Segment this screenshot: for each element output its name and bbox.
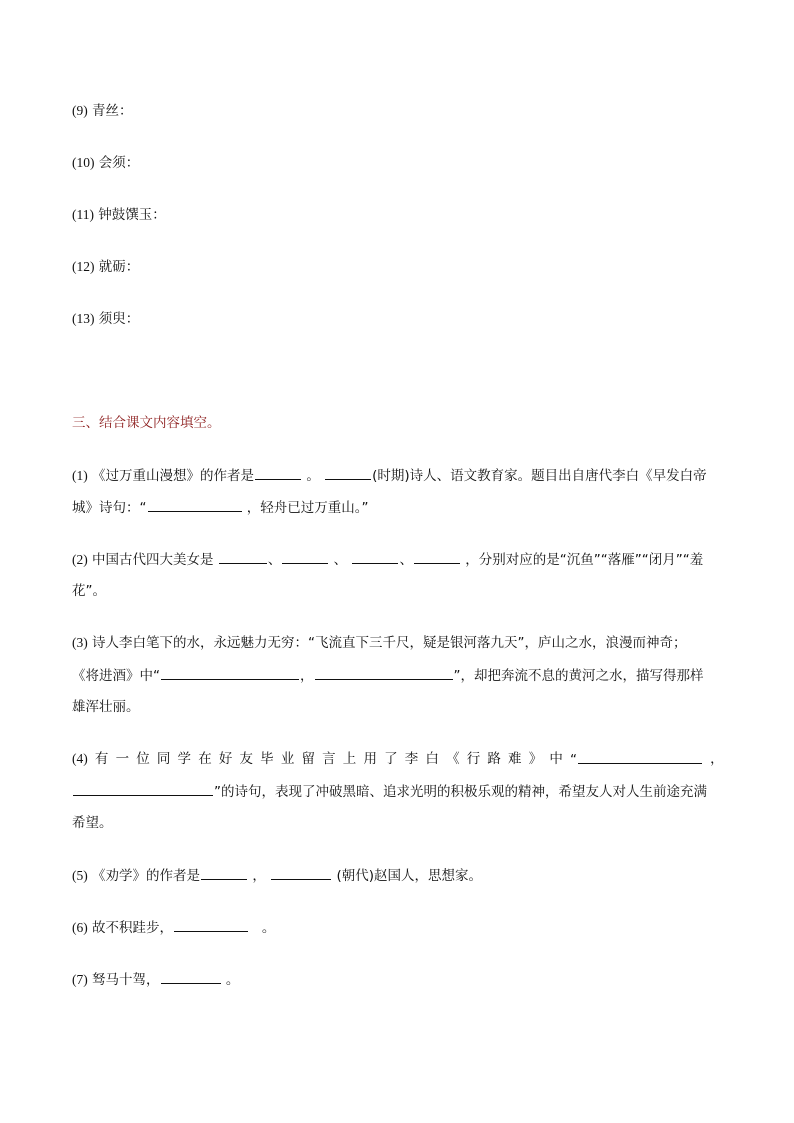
item-number: (6) bbox=[72, 920, 88, 935]
answer-blank[interactable] bbox=[315, 665, 453, 680]
answer-blank[interactable] bbox=[255, 465, 301, 480]
question-text: ”的诗句，表现了冲破黑暗、追求光明的积极乐观的精神，希望友人对人生前途充满 bbox=[214, 784, 707, 800]
separator: 、 bbox=[333, 552, 348, 568]
question-text: 。 bbox=[225, 972, 240, 988]
question-4-line-2 bbox=[72, 781, 707, 802]
question-char: 同 bbox=[156, 751, 171, 767]
question-text: (朝代)赵国人，思想家。 bbox=[336, 868, 482, 884]
question-1-line-1 bbox=[72, 465, 707, 486]
question-3-line-3 bbox=[72, 697, 140, 717]
question-2-line-2 bbox=[72, 581, 106, 601]
question-char: 在 bbox=[198, 751, 212, 767]
answer-blank[interactable] bbox=[219, 549, 267, 564]
answer-blank[interactable] bbox=[161, 969, 221, 984]
item-number: (5) bbox=[72, 868, 88, 883]
question-text: 。 bbox=[261, 920, 276, 936]
vocab-term: 钟鼓馔玉： bbox=[98, 207, 166, 223]
item-number: (9) bbox=[72, 103, 88, 118]
question-char: 好 bbox=[218, 751, 233, 767]
separator: ， bbox=[252, 868, 266, 884]
question-char: 《 bbox=[446, 751, 460, 767]
question-char: 路 bbox=[487, 751, 501, 767]
question-text: ”，却把奔流不息的黄河之水，描写得那样 bbox=[453, 668, 704, 684]
answer-blank[interactable] bbox=[271, 865, 331, 880]
question-text: ，分别对应的是“沉鱼”“落雁”“闭月”“羞 bbox=[465, 552, 704, 568]
item-number: (12) bbox=[72, 259, 95, 274]
answer-blank[interactable] bbox=[578, 749, 702, 764]
question-text: 雄浑壮丽。 bbox=[72, 699, 140, 715]
question-text: 故不积跬步， bbox=[92, 920, 174, 936]
question-4-line-3 bbox=[72, 813, 113, 833]
vocab-item-9 bbox=[72, 101, 133, 121]
question-text: 中国古代四大美女是 bbox=[92, 552, 214, 568]
question-char: 》 bbox=[528, 751, 543, 767]
separator: 、 bbox=[399, 552, 413, 568]
question-text: 诗人李白笔下的水，永远魅力无穷：“飞流直下三千尺，疑是银河落九天”，庐山之水，浪漫而神奇； bbox=[92, 635, 687, 651]
section-title: 三、结合课文内容填空。 bbox=[72, 415, 221, 431]
question-text: ，轻舟已过万重山。” bbox=[246, 500, 369, 516]
question-2-line-1 bbox=[72, 549, 703, 570]
question-4-line-1 bbox=[72, 749, 724, 770]
vocab-item-10 bbox=[72, 153, 139, 173]
question-char: “ bbox=[570, 752, 577, 768]
question-7 bbox=[72, 969, 239, 990]
vocab-item-12 bbox=[72, 257, 139, 277]
item-number: (1) bbox=[72, 468, 88, 483]
item-number: (3) bbox=[72, 635, 88, 650]
vocab-term: 须臾： bbox=[98, 311, 140, 327]
question-text: (时期)诗人、语文教育家。题目出自唐代李白《早发白帝 bbox=[372, 468, 707, 484]
item-number: (13) bbox=[72, 311, 95, 326]
question-6 bbox=[72, 917, 275, 938]
item-number: (4) bbox=[72, 751, 88, 766]
question-char: 友 bbox=[239, 751, 253, 767]
question-text: 花”。 bbox=[72, 583, 106, 599]
question-text: 《过万重山漫想》的作者是 bbox=[92, 468, 255, 484]
question-char: 位 bbox=[136, 751, 150, 767]
question-text: 城》诗句：“ bbox=[72, 500, 147, 516]
question-text: 希望。 bbox=[72, 815, 113, 831]
question-char: 言 bbox=[322, 751, 336, 767]
question-5 bbox=[72, 865, 482, 886]
question-char: 上 bbox=[342, 751, 357, 767]
question-text: 。 bbox=[306, 468, 320, 484]
question-3-line-1 bbox=[72, 633, 687, 653]
question-char: 行 bbox=[466, 751, 481, 767]
question-char: 业 bbox=[280, 751, 295, 767]
item-number: (7) bbox=[72, 972, 88, 987]
answer-blank[interactable] bbox=[201, 865, 247, 880]
answer-blank[interactable] bbox=[282, 549, 328, 564]
vocab-term: 会须： bbox=[98, 155, 140, 171]
question-char: 难 bbox=[508, 751, 522, 767]
question-char: 李 bbox=[404, 751, 419, 767]
answer-blank[interactable] bbox=[73, 781, 213, 796]
vocab-term: 青丝： bbox=[92, 103, 133, 119]
question-1-line-2 bbox=[72, 497, 369, 518]
answer-blank[interactable] bbox=[352, 549, 398, 564]
separator: ， bbox=[710, 751, 724, 767]
answer-blank[interactable] bbox=[174, 917, 248, 932]
separator: 、 bbox=[267, 552, 282, 568]
question-char: 白 bbox=[425, 751, 439, 767]
question-char: 中 bbox=[549, 751, 563, 767]
answer-blank[interactable] bbox=[148, 497, 242, 512]
item-number: (11) bbox=[72, 207, 94, 222]
answer-blank[interactable] bbox=[161, 665, 299, 680]
answer-blank[interactable] bbox=[414, 549, 460, 564]
question-char: 用 bbox=[363, 751, 377, 767]
question-char: 毕 bbox=[260, 751, 274, 767]
vocab-term: 就砺： bbox=[98, 259, 140, 275]
item-number: (10) bbox=[72, 155, 95, 170]
question-char: 了 bbox=[384, 751, 398, 767]
question-3-line-2 bbox=[72, 665, 704, 686]
question-char: 有 bbox=[94, 751, 109, 767]
vocab-item-13 bbox=[72, 309, 139, 329]
question-char: 留 bbox=[301, 751, 315, 767]
question-text: 《将进酒》中“ bbox=[72, 668, 160, 684]
question-char: 一 bbox=[115, 751, 130, 767]
answer-blank[interactable] bbox=[325, 465, 371, 480]
separator: ， bbox=[300, 668, 314, 684]
vocab-item-11 bbox=[72, 205, 166, 225]
item-number: (2) bbox=[72, 552, 88, 567]
question-char: 学 bbox=[177, 751, 192, 767]
question-text: 驽马十驾， bbox=[92, 972, 160, 988]
question-text: 《劝学》的作者是 bbox=[92, 868, 201, 884]
